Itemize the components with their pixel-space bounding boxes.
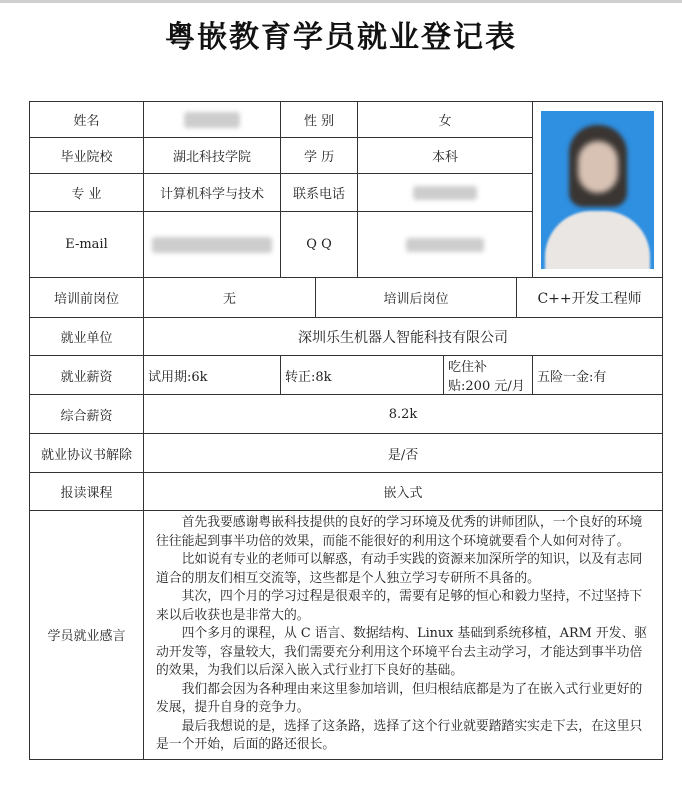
course-label: 报读课程 xyxy=(30,473,144,511)
feedback-paragraph: 比如说有专业的老师可以解惑，有动手实践的资源来加深所学的知识，以及有志同道合的朋友们相互交流等，这些都是个人独立学习专研所不具备的。 xyxy=(156,552,643,586)
feedback-paragraph: 最后我想说的是，选择了这条路，选择了这个行业就要踏踏实实走下去，在这里只是一个开始，后面的路还很长。 xyxy=(156,718,643,752)
salary-allowance: 吃住补贴:200 元/月 xyxy=(444,356,533,395)
feedback-paragraph: 首先我要感谢粤嵌科技提供的良好的学习环境及优秀的讲师团队，一个良好的环境往往能起到事半功倍的效果，而能不能很好的利用这个环境就要看个人如何对待了。 xyxy=(156,515,643,549)
school-label: 毕业院校 xyxy=(30,138,144,174)
salary-regular: 转正:8k xyxy=(281,356,444,395)
post-position-value: C++开发工程师 xyxy=(517,278,663,318)
top-rule xyxy=(0,0,682,3)
feedback-paragraph: 四个多月的课程，从 C 语言、数据结构、Linux 基础到系统移植，ARM 开发、驱动开发等，容量较大，我们需要充分利用这个环境平台去主动学习，才能达到事半功倍的效果，为我们以后深入嵌入式行业打下良好的基础。 xyxy=(156,626,648,678)
email-redacted xyxy=(152,237,272,253)
name-value xyxy=(144,102,281,138)
pre-position-value: 无 xyxy=(144,278,316,318)
employer-value: 深圳乐生机器人智能科技有限公司 xyxy=(144,318,663,356)
email-label: E-mail xyxy=(30,212,144,278)
agreement-value: 是/否 xyxy=(144,434,663,473)
student-photo xyxy=(541,111,654,269)
form-title: 粤嵌教育学员就业登记表 xyxy=(165,20,517,55)
major-label: 专 业 xyxy=(30,174,144,212)
phone-label: 联系电话 xyxy=(281,174,358,212)
course-value: 嵌入式 xyxy=(144,473,663,511)
phone-value xyxy=(358,174,533,212)
feedback-paragraph: 其次，四个月的学习过程是很艰辛的，需要有足够的恒心和毅力坚持，不过坚持下来以后收获也是非常大的。 xyxy=(156,589,643,623)
salary-insurance: 五险一金:有 xyxy=(533,356,663,395)
qq-label: Q Q xyxy=(281,212,358,278)
education-label: 学 历 xyxy=(281,138,358,174)
qq-redacted xyxy=(406,238,484,252)
post-position-label: 培训后岗位 xyxy=(316,278,517,318)
name-redacted xyxy=(184,112,240,128)
major-value: 计算机科学与技术 xyxy=(144,174,281,212)
email-value xyxy=(144,212,281,278)
feedback-label: 学员就业感言 xyxy=(30,511,144,760)
feedback-text xyxy=(144,511,663,760)
salary-label: 就业薪资 xyxy=(30,356,144,395)
gender-label: 性 别 xyxy=(281,102,358,138)
phone-redacted xyxy=(413,186,477,200)
name-label: 姓名 xyxy=(30,102,144,138)
qq-value xyxy=(358,212,533,278)
registration-form-table xyxy=(29,101,663,760)
pre-position-label: 培训前岗位 xyxy=(30,278,144,318)
total-salary-label: 综合薪资 xyxy=(30,395,144,434)
school-value: 湖北科技学院 xyxy=(144,138,281,174)
education-value: 本科 xyxy=(358,138,533,174)
total-salary-value: 8.2k xyxy=(144,395,663,434)
agreement-label: 就业协议书解除 xyxy=(30,434,144,473)
gender-value: 女 xyxy=(358,102,533,138)
feedback-paragraph: 我们都会因为各种理由来这里参加培训，但归根结底都是为了在嵌入式行业更好的发展，提升自身的竞争力。 xyxy=(156,681,643,715)
photo-cell xyxy=(533,102,663,278)
employer-label: 就业单位 xyxy=(30,318,144,356)
salary-trial: 试用期:6k xyxy=(144,356,281,395)
